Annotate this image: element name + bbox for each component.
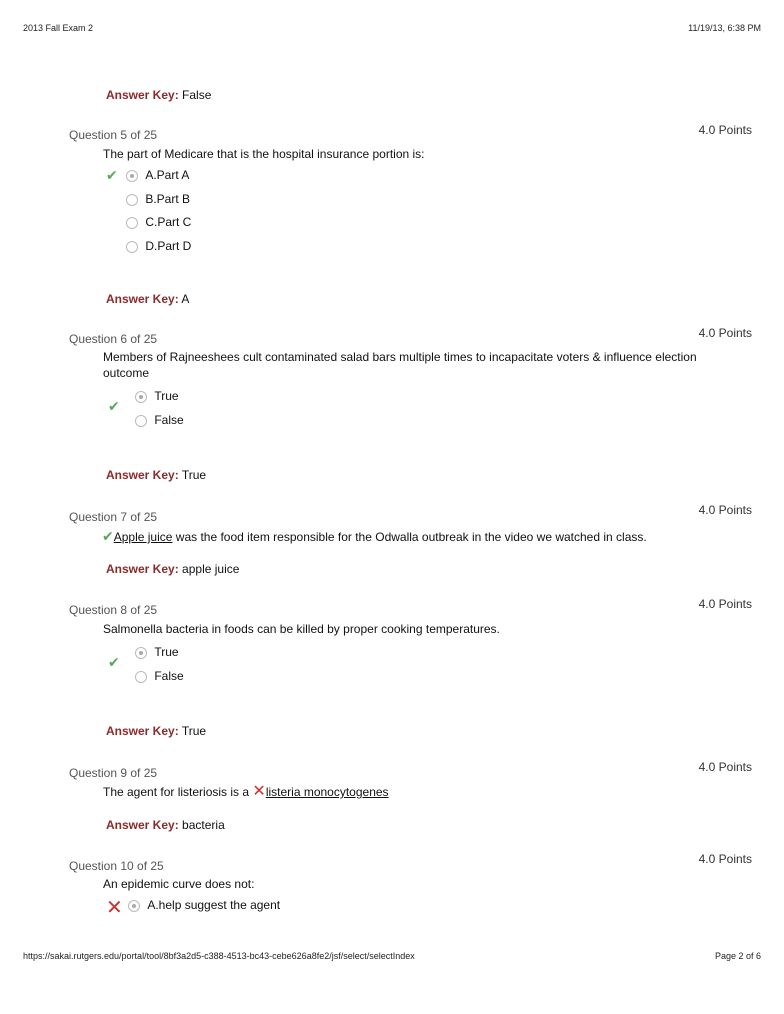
radio-selected[interactable]	[128, 900, 140, 912]
check-icon: ✔	[106, 167, 118, 183]
question-title: Question 5 of 25	[69, 128, 158, 142]
answer-key-value: apple juice	[182, 562, 240, 576]
fill-in-answer: listeria monocytogenes	[265, 785, 389, 799]
option-c[interactable]: C.Part C	[126, 215, 191, 229]
answer-key	[106, 292, 189, 306]
page-number: Page 2 of 6	[714, 951, 761, 961]
question-points: 4.0 Points	[698, 597, 752, 611]
document-title: 2013 Fall Exam 2	[23, 23, 94, 33]
option-false[interactable]: False	[135, 669, 184, 683]
question-points: 4.0 Points	[698, 503, 752, 517]
answer-key	[106, 562, 239, 576]
question-text: Salmonella bacteria in foods can be killed by proper cooking temperatures.	[103, 622, 500, 636]
radio[interactable]	[135, 671, 147, 683]
question-text: ✔Apple juice was the food item responsible for the Odwalla outbreak in the video we watched in class.	[102, 528, 647, 544]
question-title: Question 6 of 25	[69, 332, 158, 346]
check-icon: ✔	[108, 654, 120, 670]
question-text: The agent for listeriosis is a ✕listeria monocytogenes	[103, 783, 389, 800]
question-title: Question 7 of 25	[69, 510, 158, 524]
answer-key	[106, 468, 206, 482]
answer-key-label: Answer Key:	[106, 818, 179, 832]
radio[interactable]	[135, 415, 147, 427]
radio-selected[interactable]	[135, 391, 147, 403]
answer-key-label: Answer Key:	[106, 562, 179, 576]
question-title: Question 10 of 25	[69, 859, 164, 873]
option-a[interactable]: A.help suggest the agent	[128, 898, 280, 912]
cross-icon: ✕	[252, 783, 266, 800]
question-title: Question 8 of 25	[69, 603, 158, 617]
answer-key-value: True	[181, 724, 207, 738]
question-title: Question 9 of 25	[69, 766, 158, 780]
question-points: 4.0 Points	[698, 326, 752, 340]
radio[interactable]	[126, 194, 138, 206]
answer-key	[106, 818, 225, 832]
option-a[interactable]: A.Part A	[126, 168, 189, 182]
question-text: Members of Rajneeshees cult contaminated salad bars multiple times to incapacitate voters & influence election outcome	[103, 350, 697, 380]
answer-key-value: False	[182, 88, 212, 102]
answer-key-label: Answer Key:	[106, 724, 179, 738]
print-datetime: 11/19/13, 6:38 PM	[688, 23, 761, 33]
option-false[interactable]: False	[135, 413, 184, 427]
fill-in-answer: Apple juice	[113, 530, 173, 544]
answer-key-value: True	[181, 468, 207, 482]
answer-key	[106, 724, 206, 738]
cross-icon: ✕	[106, 897, 123, 919]
answer-key-label: Answer Key:	[106, 292, 179, 306]
answer-key-value: A	[181, 292, 190, 306]
answer-key-label: Answer Key:	[106, 88, 179, 102]
check-icon: ✔	[102, 528, 114, 544]
answer-key	[106, 88, 211, 102]
question-points: 4.0 Points	[698, 760, 752, 774]
radio[interactable]	[126, 217, 138, 229]
radio[interactable]	[126, 241, 138, 253]
check-icon: ✔	[108, 398, 120, 414]
answer-key-label: Answer Key:	[106, 468, 179, 482]
question-text: An epidemic curve does not:	[103, 877, 255, 891]
answer-key-value: bacteria	[182, 818, 225, 832]
option-true[interactable]: True	[135, 645, 179, 659]
question-points: 4.0 Points	[698, 123, 752, 137]
question-text: The part of Medicare that is the hospital insurance portion is:	[103, 147, 425, 161]
option-d[interactable]: D.Part D	[126, 239, 191, 253]
option-b[interactable]: B.Part B	[126, 192, 190, 206]
question-points: 4.0 Points	[698, 852, 752, 866]
option-true[interactable]: True	[135, 389, 179, 403]
page-url: https://sakai.rutgers.edu/portal/tool/8bf3a2d5-c388-4513-bc43-cebe626a8fe2/jsf/select/selectIndex	[23, 951, 415, 961]
radio-selected[interactable]	[126, 170, 138, 182]
radio-selected[interactable]	[135, 647, 147, 659]
